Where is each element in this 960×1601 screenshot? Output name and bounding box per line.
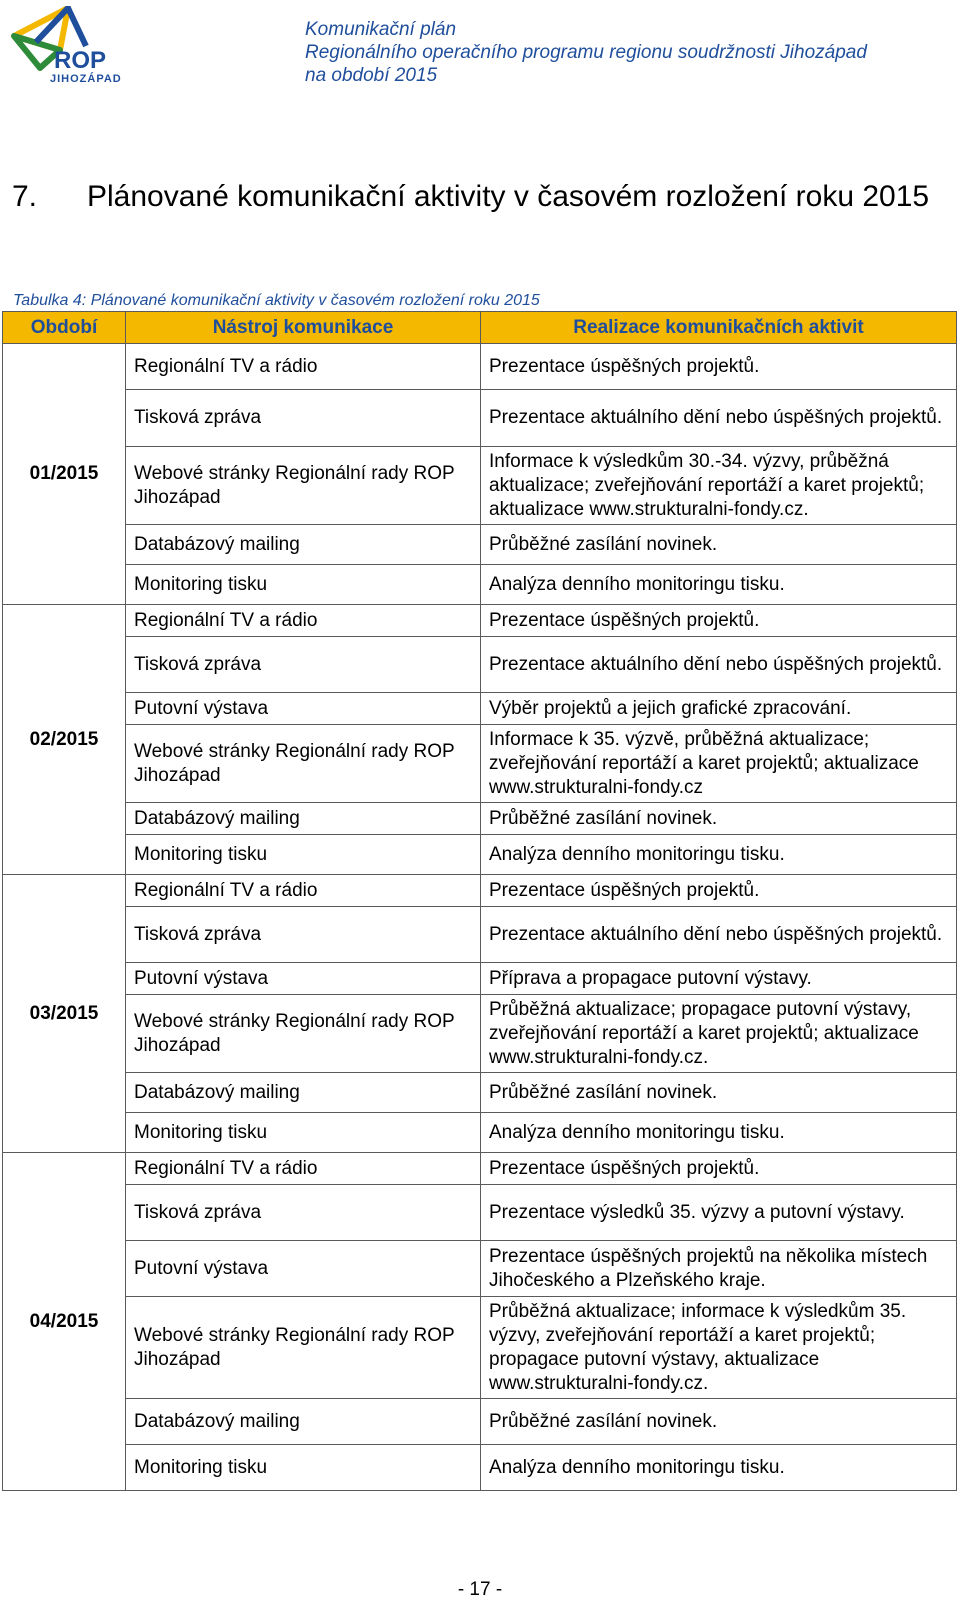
tool-cell: Tisková zpráva [126,390,481,447]
realization-cell: Analýza denního monitoringu tisku. [481,565,957,605]
logo-text: ROP [54,47,107,74]
realization-cell: Příprava a propagace putovní výstavy. [481,963,957,995]
table-row [3,803,957,835]
realization-cell: Prezentace úspěšných projektů. [481,605,957,637]
table-row [3,1185,957,1241]
realization-cell: Prezentace aktuálního dění nebo úspěšných projektů. [481,637,957,693]
table-row [3,693,957,725]
header-line-2: Regionálního operačního programu regionu soudržnosti Jihozápad [305,42,867,63]
tool-cell: Webové stránky Regionální rady ROP Jihozápad [126,1297,481,1399]
tool-cell: Tisková zpráva [126,907,481,963]
table-row [3,344,957,390]
tool-cell: Regionální TV a rádio [126,1153,481,1185]
table-row [3,1073,957,1113]
realization-cell: Prezentace aktuálního dění nebo úspěšných projektů. [481,907,957,963]
header-tool: Nástroj komunikace [126,312,481,344]
chapter-title: Plánované komunikační aktivity v časovém rozložení roku 2015 [87,180,930,213]
tool-cell: Webové stránky Regionální rady ROP Jihozápad [126,995,481,1073]
header-line-3: na období 2015 [305,65,438,86]
table-row [3,390,957,447]
table-row [3,1113,957,1153]
realization-cell: Informace k výsledkům 30.-34. výzvy, průběžná aktualizace; zveřejňování reportáží a karet projektů; aktualizace www.strukturalni-fondy.cz. [481,447,957,525]
realization-cell: Výběr projektů a jejich grafické zpracování. [481,693,957,725]
realization-cell: Analýza denního monitoringu tisku. [481,1113,957,1153]
tool-cell: Regionální TV a rádio [126,605,481,637]
tool-cell: Webové stránky Regionální rady ROP Jihozápad [126,725,481,803]
logo-subtext: JIHOZÁPAD [50,73,122,85]
realization-cell: Analýza denního monitoringu tisku. [481,1445,957,1491]
table-row [3,525,957,565]
tool-cell: Putovní výstava [126,963,481,995]
table-row [3,995,957,1073]
table-row [3,875,957,907]
realization-cell: Prezentace výsledků 35. výzvy a putovní výstavy. [481,1185,957,1241]
rop-logo [10,6,125,86]
table-row [3,1399,957,1445]
table-row [3,1241,957,1297]
realization-cell: Prezentace úspěšných projektů. [481,1153,957,1185]
table-row [3,1445,957,1491]
table-caption: Tabulka 4: Plánované komunikační aktivity v časovém rozložení roku 2015 [13,292,540,309]
realization-cell: Prezentace úspěšných projektů na několika místech Jihočeského a Plzeňského kraje. [481,1241,957,1297]
tool-cell: Putovní výstava [126,1241,481,1297]
header-period: Období [3,312,126,344]
tool-cell: Putovní výstava [126,693,481,725]
tool-cell: Webové stránky Regionální rady ROP Jihozápad [126,447,481,525]
tool-cell: Databázový mailing [126,803,481,835]
table-row [3,907,957,963]
realization-cell: Průběžné zasílání novinek. [481,525,957,565]
chapter-number: 7. [12,180,38,213]
period-cell: 04/2015 [3,1153,126,1491]
realization-cell: Analýza denního monitoringu tisku. [481,835,957,875]
table-row [3,447,957,525]
period-cell: 01/2015 [3,344,126,605]
period-cell: 03/2015 [3,875,126,1153]
header-realization: Realizace komunikačních aktivit [481,312,957,344]
tool-cell: Regionální TV a rádio [126,875,481,907]
realization-cell: Průběžné zasílání novinek. [481,1399,957,1445]
communication-plan-table [2,311,957,1491]
document-header [305,18,867,87]
tool-cell: Regionální TV a rádio [126,344,481,390]
page-number: - 17 - [457,1579,503,1600]
table-row [3,565,957,605]
tool-cell: Databázový mailing [126,1399,481,1445]
realization-cell: Průběžná aktualizace; informace k výsledkům 35. výzvy, zveřejňování reportáží a karet projektů; propagace putovní výstavy, aktualizace www.strukturalni-fondy.cz. [481,1297,957,1399]
tool-cell: Monitoring tisku [126,565,481,605]
tool-cell: Databázový mailing [126,1073,481,1113]
realization-cell: Průběžné zasílání novinek. [481,1073,957,1113]
realization-cell: Průběžná aktualizace; propagace putovní výstavy, zveřejňování reportáží a karet projektů; aktualizace www.strukturalni-fondy.cz. [481,995,957,1073]
tool-cell: Monitoring tisku [126,835,481,875]
table-row [3,725,957,803]
table-row [3,605,957,637]
realization-cell: Prezentace aktuálního dění nebo úspěšných projektů. [481,390,957,447]
realization-cell: Prezentace úspěšných projektů. [481,344,957,390]
period-cell: 02/2015 [3,605,126,875]
tool-cell: Tisková zpráva [126,637,481,693]
header-line-1: Komunikační plán [305,19,457,40]
table-header-row [3,312,957,344]
table-row [3,1297,957,1399]
tool-cell: Tisková zpráva [126,1185,481,1241]
table-row [3,637,957,693]
realization-cell: Prezentace úspěšných projektů. [481,875,957,907]
table-row [3,963,957,995]
tool-cell: Monitoring tisku [126,1445,481,1491]
table-row [3,1153,957,1185]
tool-cell: Monitoring tisku [126,1113,481,1153]
tool-cell: Databázový mailing [126,525,481,565]
table-row [3,835,957,875]
realization-cell: Průběžné zasílání novinek. [481,803,957,835]
realization-cell: Informace k 35. výzvě, průběžná aktualizace; zveřejňování reportáží a karet projektů; aktualizace www.strukturalni-fondy.cz [481,725,957,803]
